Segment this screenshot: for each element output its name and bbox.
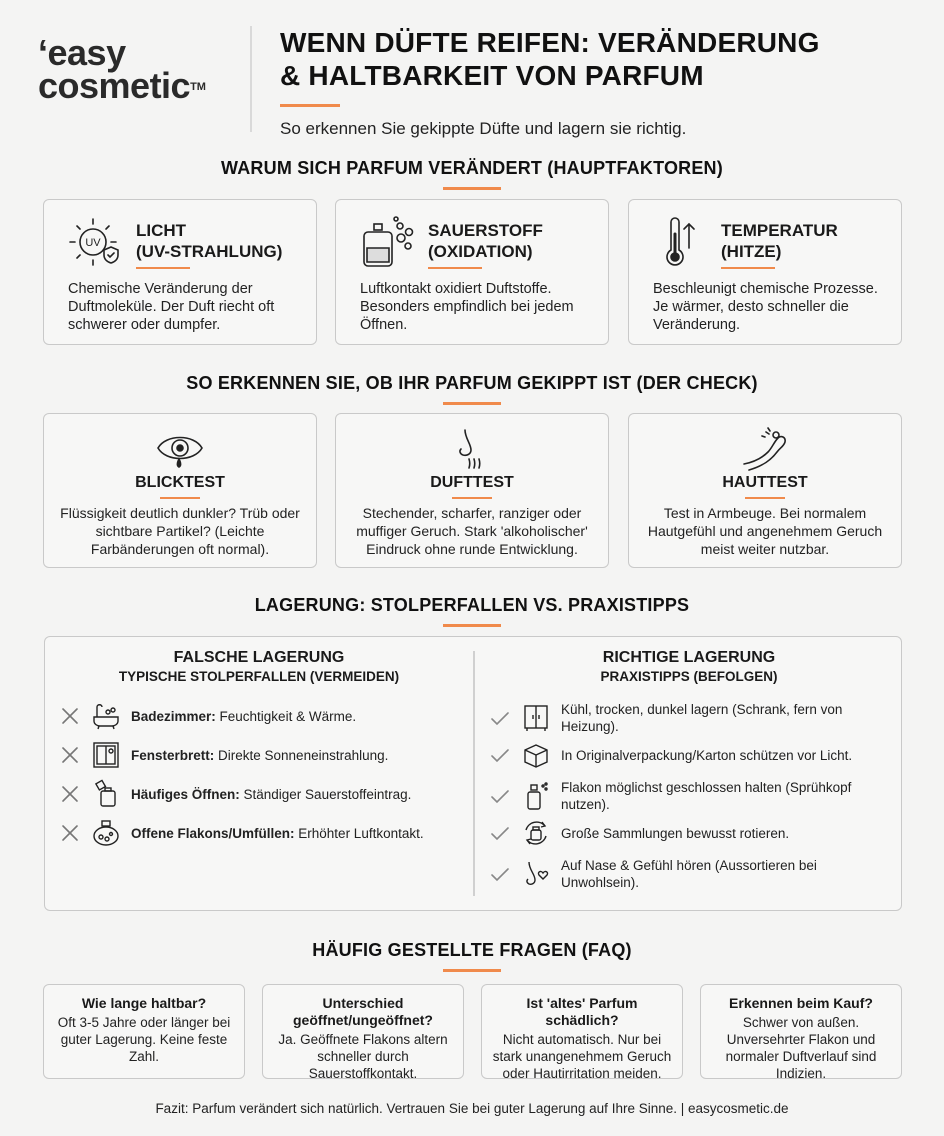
logo-line-1: ‘easy [38,32,126,73]
page-title-line-1: WENN DÜFTE REIFEN: VERÄNDERUNG [280,27,820,58]
check-accent-line [745,497,785,499]
factors-heading: WARUM SICH PARFUM VERÄNDERT (HAUPTFAKTOREN) [221,158,723,178]
faq-question: Erkennen beim Kauf? [729,995,873,1011]
right-storage-title: RICHTIGE LAGERUNG [602,649,776,666]
checkmark-icon [489,785,511,807]
storage-item-text: Offene Flakons/Umfüllen: Erhöhter Luftkontakt. [131,825,424,841]
check-section-title [0,373,944,405]
storage-card [44,636,902,911]
list-item [489,701,893,735]
thermometer-icon [651,214,707,270]
page-title [280,26,920,92]
storage-item-text: Häufiges Öffnen: Ständiger Sauerstoffeintrag. [131,786,412,802]
factor-title [428,220,598,262]
faq-answer: Schwer von außen. Unversehrter Flakon und normaler Duftverlauf sind Indizien. [725,1015,877,1081]
factor-card-oxygen [335,199,609,345]
factors-section-title [0,158,944,190]
check-title: BLICKTEST [135,474,225,491]
storage-item-text: Fensterbrett: Direkte Sonneneinstrahlung. [131,747,389,763]
faq-card [700,984,902,1079]
storage-item-text: Kühl, trocken, dunkel lagern (Schrank, fern von Heizung). [561,702,843,734]
check-accent-line [443,402,501,405]
check-description: Test in Armbeuge. Bei normalem Hautgefühl und angenehmem Geruch meist weiter nutzbar. [647,505,883,557]
cross-icon [59,822,81,844]
faq-heading: HÄUFIG GESTELLTE FRAGEN (FAQ) [312,940,632,960]
factor-title [136,220,306,262]
cabinet-icon [521,703,551,733]
window-icon [91,740,121,770]
list-item [489,740,893,770]
faq-question: Wie lange haltbar? [81,995,207,1011]
check-description: Stechender, scharfer, ranziger oder muffiger Geruch. Stark 'alkoholischer' Eindruck ohne runde Entwicklung. [356,505,588,557]
checkmark-icon [489,744,511,766]
factor-title-line-1: LICHT [136,221,187,240]
check-title: HAUTTEST [722,474,808,491]
nose-icon [447,426,497,472]
list-item [489,818,893,848]
header-divider [250,26,252,132]
check-card-smell [335,413,609,568]
faq-question: Ist 'altes' Parfum schädlich? [526,995,638,1028]
list-item [59,701,459,731]
list-item [489,779,893,813]
perfume-bubbles-icon [358,214,414,270]
storage-heading: LAGERUNG: STOLPERFALLEN VS. PRAXISTIPPS [254,595,690,615]
rotate-bottle-icon [521,818,551,848]
page-title-line-2: & HALTBARKEIT VON PARFUM [280,60,704,91]
checkmark-icon [489,863,511,885]
cross-icon [59,705,81,727]
factor-description: Chemische Veränderung der Duftmoleküle. Der Duft riecht oft schwerer oder dumpfer. [68,281,275,333]
cross-icon [59,744,81,766]
round-flacon-icon [91,818,121,848]
factor-description: Luftkontakt oxidiert Duftstoffe. Besonders empfindlich bei jedem Öffnen. [360,281,574,333]
storage-item-text: Flakon möglichst geschlossen halten (Sprühkopf nutzen). [561,780,852,812]
list-item [59,740,459,770]
factor-card-light [43,199,317,345]
check-card-visual [43,413,317,568]
factor-title-line-1: SAUERSTOFF [428,221,543,240]
factor-description: Beschleunigt chemische Prozesse. Je wärmer, desto schneller die Veränderung. [653,281,878,333]
storage-item-text: Badezimmer: Feuchtigkeit & Wärme. [131,708,357,724]
checkmark-icon [489,707,511,729]
arm-spray-icon [740,426,790,472]
faq-card [262,984,464,1079]
checkmark-icon [489,822,511,844]
faq-accent-line [443,969,501,972]
page-subtitle: So erkennen Sie gekippte Düfte und lagern sie richtig. [280,119,687,138]
storage-item-text: In Originalverpackung/Karton schützen vor Licht. [561,747,853,763]
faq-section-title [0,940,944,972]
storage-item-text: Große Sammlungen bewusst rotieren. [561,825,790,841]
brand-logo [38,32,238,106]
box-icon [521,740,551,770]
check-accent-line [160,497,200,499]
right-storage-subtitle: PRAXISTIPPS (BEFOLGEN) [600,669,778,684]
title-accent-line [280,104,340,107]
factor-accent-line [428,267,482,269]
factor-title [721,220,891,262]
check-accent-line [452,497,492,499]
faq-answer: Ja. Geöffnete Flakons altern schneller durch Sauerstoffkontakt. [278,1032,448,1081]
nose-heart-icon [521,859,551,889]
eye-icon [155,426,205,472]
faq-answer: Oft 3-5 Jahre oder länger bei guter Lagerung. Keine feste Zahl. [57,1015,231,1064]
factor-title-line-2: (UV-STRAHLUNG) [136,242,283,261]
list-item [59,779,459,809]
check-heading: SO ERKENNEN SIE, OB IHR PARFUM GEKIPPT IST (DER CHECK) [186,373,758,393]
storage-column-divider [473,651,475,896]
factor-title-line-2: (OXIDATION) [428,242,533,261]
check-description: Flüssigkeit deutlich dunkler? Trüb oder sichtbare Partikel? (Leichte Farbänderungen oft normal). [60,505,300,557]
wrong-storage-subtitle: TYPISCHE STOLPERFALLEN (VERMEIDEN) [118,669,400,684]
open-bottle-icon [91,779,121,809]
page-header [280,26,920,139]
storage-section-title [0,595,944,627]
factor-accent-line [136,267,190,269]
list-item [489,857,893,891]
faq-question: Unterschied geöffnet/ungeöffnet? [293,995,433,1028]
factor-title-line-2: (HITZE) [721,242,782,261]
logo-line-2: cosmetic [38,65,191,106]
check-title: DUFTTEST [430,474,514,491]
cross-icon [59,783,81,805]
faq-card [43,984,245,1079]
factor-card-temperature [628,199,902,345]
list-item [59,818,459,848]
faq-card [481,984,683,1079]
factors-accent-line [443,187,501,190]
faq-answer: Nicht automatisch. Nur bei stark unangenehmem Geruch oder Hautirritation meiden. [492,1032,672,1081]
bathtub-icon [91,701,121,731]
spray-bottle-icon [521,781,551,811]
storage-accent-line [443,624,501,627]
factor-title-line-1: TEMPERATUR [721,221,838,240]
factor-accent-line [721,267,775,269]
svg-text:UV: UV [85,237,101,249]
uv-sun-icon [66,214,122,270]
logo-trademark: TM [190,81,206,93]
storage-item-text: Auf Nase & Gefühl hören (Aussortieren bei Unwohlsein). [561,858,817,890]
check-card-skin [628,413,902,568]
footer-text: Fazit: Parfum verändert sich natürlich. Vertrauen Sie bei guter Lagerung auf Ihre Sinne. | easycosmetic.de [155,1101,789,1116]
wrong-storage-title: FALSCHE LAGERUNG [173,649,345,666]
